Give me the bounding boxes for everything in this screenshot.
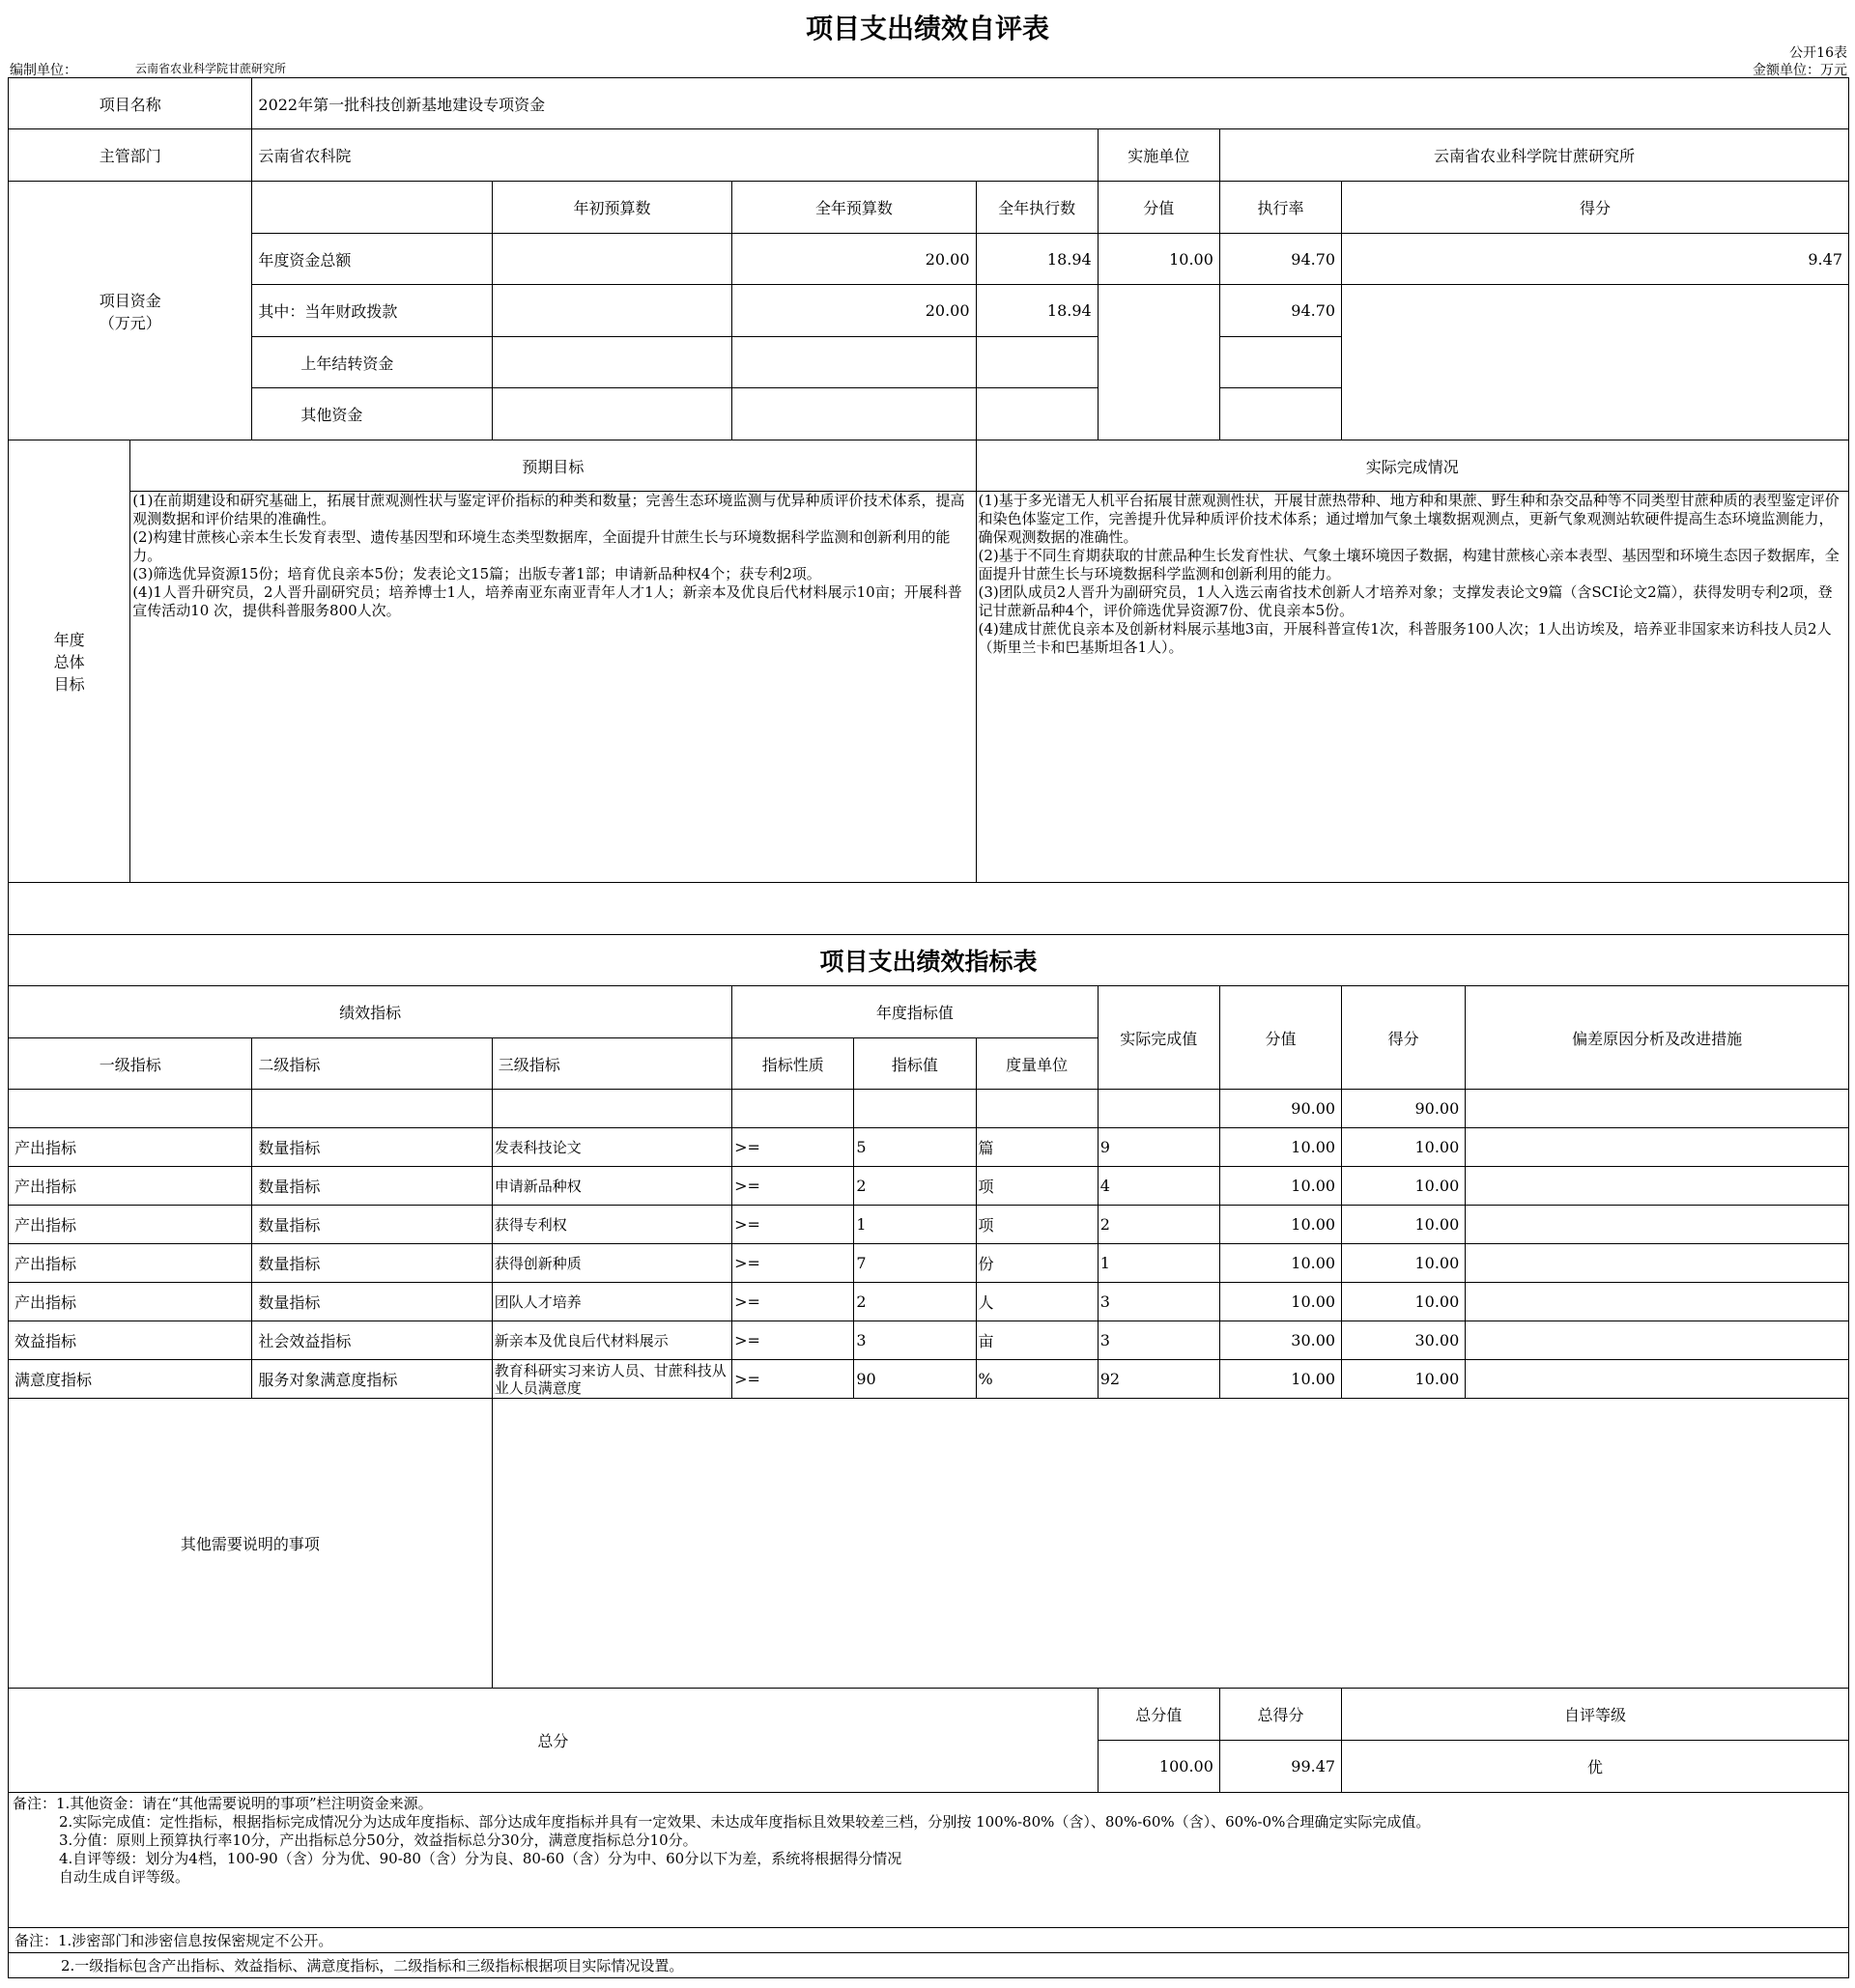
indicator-analysis <box>1466 1283 1849 1321</box>
indicator-level2: 社会效益指标 <box>252 1321 492 1360</box>
dept-value: 云南省农科院 <box>252 129 1098 182</box>
total-score-value-label: 总分值 <box>1098 1689 1219 1741</box>
indicator-score: 10.00 <box>1342 1244 1466 1283</box>
table-number: 公开16表 <box>1789 45 1847 61</box>
level3-header: 三级指标 <box>492 1038 731 1090</box>
unit-label: 编制单位： <box>10 63 77 78</box>
indicator-value: 3 <box>854 1321 976 1360</box>
indicator-level3: 团队人才培养 <box>492 1283 731 1321</box>
indicator-actual: 1 <box>1098 1244 1219 1283</box>
funds-row-name: 其中：当年财政拨款 <box>252 285 492 337</box>
funds-row-initial <box>492 388 731 440</box>
actual-completion-header: 实际完成情况 <box>976 440 1848 492</box>
funds-row-annual <box>732 337 976 388</box>
indicator-nature: >= <box>732 1283 854 1321</box>
indicator-analysis <box>1466 1167 1849 1206</box>
value-header: 指标值 <box>854 1038 976 1090</box>
indicator-score: 10.00 <box>1342 1360 1466 1399</box>
project-name-label: 项目名称 <box>9 78 252 129</box>
score-header: 得分 <box>1342 986 1466 1090</box>
indicator-score: 10.00 <box>1342 1167 1466 1206</box>
indicator-value: 2 <box>854 1283 976 1321</box>
indicator-unit: 亩 <box>976 1321 1098 1360</box>
annual-indicator-header: 年度指标值 <box>732 986 1099 1038</box>
indicator-level3: 获得创新种质 <box>492 1244 731 1283</box>
indicator-row <box>9 1167 1849 1206</box>
expected-goal-header: 预期目标 <box>130 440 976 492</box>
indicator-level3: 教育科研实习来访人员、甘蔗科技从业人员满意度 <box>492 1360 731 1399</box>
unit-header: 度量单位 <box>976 1038 1098 1090</box>
indicator-level1: 产出指标 <box>9 1128 252 1167</box>
indicator-level2: 数量指标 <box>252 1128 492 1167</box>
indicator-unit: 份 <box>976 1244 1098 1283</box>
funds-row-name: 其他资金 <box>252 388 492 440</box>
indicator-row <box>9 1128 1849 1167</box>
indicator-analysis <box>1466 1244 1849 1283</box>
indicator-nature: >= <box>732 1321 854 1360</box>
indicator-nature: >= <box>732 1206 854 1244</box>
self-evaluation-table <box>8 77 1849 1978</box>
analysis-header: 偏差原因分析及改进措施 <box>1466 986 1849 1090</box>
indicator-score-value: 10.00 <box>1219 1244 1341 1283</box>
indicator-value: 5 <box>854 1128 976 1167</box>
funds-row-initial <box>492 234 731 285</box>
indicator-score: 10.00 <box>1342 1128 1466 1167</box>
indicator-level3: 获得专利权 <box>492 1206 731 1244</box>
indicator-level2: 数量指标 <box>252 1244 492 1283</box>
indicator-unit: 人 <box>976 1283 1098 1321</box>
funds-header-rate: 执行率 <box>1219 182 1341 234</box>
indicator-analysis <box>1466 1360 1849 1399</box>
indicator-level3: 发表科技论文 <box>492 1128 731 1167</box>
indicator-score: 10.00 <box>1342 1283 1466 1321</box>
other-notes-value <box>492 1399 1848 1689</box>
total-label: 总分 <box>9 1689 1099 1793</box>
unit-value: 云南省农业科学院甘蔗研究所 <box>135 62 287 75</box>
actual-completion-text: (1)基于多光谱无人机平台拓展甘蔗观测性状，开展甘蔗热带种、地方种和果蔗、野生种和杂交品种等不同类型甘蔗种质的表型鉴定评价和染色体鉴定工作，完善提升优异种质评价技术体系；通过增加气象土壤数据观测点，更新气象观测站软硬件提高生态环境监测能力，确保观测数据的准确性。 (2)基于不同生育期获取的甘蔗品种生长发育性状、气象土壤环境因子数据，构建甘蔗核心亲本表型、基因型和环境生态因子数据库，全面提升甘蔗生长与环境数据科学监测和创新利用的能力。 (3)团队成员2人晋升为副研究员，1人入选云南省技术创新人才培养对象；支撑发表论文9篇（含SCI论文2篇），获得发明专利2项，登记甘蔗新品种4个，评价筛选优异资源7份、优良亲本5份。 (4)建成甘蔗优良亲本及创新材料展示基地3亩，开展科普宣传1次，科普服务100人次；1人出访埃及，培养亚非国家来访科技人员2人（斯里兰卡和巴基斯坦各1人）。 <box>976 492 1848 883</box>
indicator-score-value: 10.00 <box>1219 1206 1341 1244</box>
indicator-row <box>9 1244 1849 1283</box>
impl-label: 实施单位 <box>1098 129 1219 182</box>
subtotal-score: 90.00 <box>1342 1090 1466 1128</box>
funds-row-name: 年度资金总额 <box>252 234 492 285</box>
indicator-level1: 效益指标 <box>9 1321 252 1360</box>
funds-header-score-value: 分值 <box>1098 182 1219 234</box>
remark-line: 4.自评等级：划分为4档，100-90（含）分为优、90-80（含）分为良、80-60（含）分为中、60分以下为差，系统将根据得分情况 <box>59 1850 902 1867</box>
indicator-score-value: 10.00 <box>1219 1128 1341 1167</box>
score-value-header: 分值 <box>1219 986 1341 1090</box>
indicator-unit: % <box>976 1360 1098 1399</box>
indicator-level1: 产出指标 <box>9 1244 252 1283</box>
funds-row-rate: 94.70 <box>1219 234 1341 285</box>
funds-row-rate <box>1219 388 1341 440</box>
funds-row-executed <box>976 388 1098 440</box>
funds-header-executed: 全年执行数 <box>976 182 1098 234</box>
subtotal-score-value: 90.00 <box>1219 1090 1341 1128</box>
grade-label: 自评等级 <box>1342 1689 1849 1741</box>
funds-header-initial: 年初预算数 <box>492 182 731 234</box>
indicator-row <box>9 1360 1849 1399</box>
remark-line: 备注：1.其他资金：请在“其他需要说明的事项”栏注明资金来源。 <box>13 1795 433 1812</box>
indicator-level3: 新亲本及优良后代材料展示 <box>492 1321 731 1360</box>
indicator-score-value: 10.00 <box>1219 1167 1341 1206</box>
funds-row-annual: 20.00 <box>732 285 976 337</box>
indicator-actual: 4 <box>1098 1167 1219 1206</box>
indicator-level1: 满意度指标 <box>9 1360 252 1399</box>
indicator-score-value: 10.00 <box>1219 1283 1341 1321</box>
amount-unit: 金额单位：万元 <box>1753 63 1847 78</box>
goals-label: 年度 总体 目标 <box>9 440 130 883</box>
indicator-actual: 9 <box>1098 1128 1219 1167</box>
actual-value-header: 实际完成值 <box>1098 986 1219 1090</box>
indicator-row <box>9 1321 1849 1360</box>
level2-header: 二级指标 <box>252 1038 492 1090</box>
funds-row-executed: 18.94 <box>976 234 1098 285</box>
indicator-actual: 3 <box>1098 1283 1219 1321</box>
indicator-actual: 3 <box>1098 1321 1219 1360</box>
funds-row-initial <box>492 337 731 388</box>
indicator-level2: 数量指标 <box>252 1206 492 1244</box>
impl-value: 云南省农业科学院甘蔗研究所 <box>1219 129 1848 182</box>
indicator-row <box>9 1206 1849 1244</box>
funds-row-score-value: 10.00 <box>1098 234 1219 285</box>
indicator-level3: 申请新品种权 <box>492 1167 731 1206</box>
remark-line: 自动生成自评等级。 <box>59 1868 190 1886</box>
indicator-nature: >= <box>732 1360 854 1399</box>
remarks-block <box>9 1793 1849 1928</box>
funds-row-rate <box>1219 337 1341 388</box>
project-name-value: 2022年第一批科技创新基地建设专项资金 <box>252 78 1849 129</box>
remark-levels: 2.一级指标包含产出指标、效益指标、满意度指标，二级指标和三级指标根据项目实际情况设置。 <box>9 1953 1849 1978</box>
indicator-value: 1 <box>854 1206 976 1244</box>
total-score: 99.47 <box>1219 1741 1341 1793</box>
indicator-group-header: 绩效指标 <box>9 986 732 1038</box>
indicator-score-value: 30.00 <box>1219 1321 1341 1360</box>
funds-row-executed <box>976 337 1098 388</box>
funds-row-annual <box>732 388 976 440</box>
indicator-actual: 92 <box>1098 1360 1219 1399</box>
indicator-nature: >= <box>732 1167 854 1206</box>
indicator-level2: 服务对象满意度指标 <box>252 1360 492 1399</box>
funds-row-annual: 20.00 <box>732 234 976 285</box>
indicator-nature: >= <box>732 1128 854 1167</box>
indicator-analysis <box>1466 1321 1849 1360</box>
funds-label: 项目资金 （万元） <box>9 182 252 440</box>
funds-row-name: 上年结转资金 <box>252 337 492 388</box>
indicator-level1: 产出指标 <box>9 1283 252 1321</box>
other-notes-label: 其他需要说明的事项 <box>9 1399 493 1689</box>
indicator-level1: 产出指标 <box>9 1206 252 1244</box>
total-score-value: 100.00 <box>1098 1741 1219 1793</box>
grade-value: 优 <box>1342 1741 1849 1793</box>
indicator-score-value: 10.00 <box>1219 1360 1341 1399</box>
indicator-analysis <box>1466 1128 1849 1167</box>
funds-row-initial <box>492 285 731 337</box>
dept-label: 主管部门 <box>9 129 252 182</box>
funds-row-rate: 94.70 <box>1219 285 1341 337</box>
indicator-level2: 数量指标 <box>252 1283 492 1321</box>
level1-header: 一级指标 <box>9 1038 252 1090</box>
total-score-label: 总得分 <box>1219 1689 1341 1741</box>
page-title: 项目支出绩效自评表 <box>805 13 1049 44</box>
funds-header-annual: 全年预算数 <box>732 182 976 234</box>
indicator-unit: 项 <box>976 1167 1098 1206</box>
remark-line: 3.分值：原则上预算执行率10分，产出指标总分50分，效益指标总分30分，满意度指标总分10分。 <box>59 1832 698 1849</box>
spacer-row <box>9 883 1849 935</box>
funds-row-score: 9.47 <box>1342 234 1849 285</box>
indicator-value: 90 <box>854 1360 976 1399</box>
indicator-table-title: 项目支出绩效指标表 <box>9 935 1849 986</box>
indicator-score: 30.00 <box>1342 1321 1466 1360</box>
funds-header-score: 得分 <box>1342 182 1849 234</box>
indicator-value: 7 <box>854 1244 976 1283</box>
indicator-level2: 数量指标 <box>252 1167 492 1206</box>
indicator-analysis <box>1466 1206 1849 1244</box>
indicator-row <box>9 1283 1849 1321</box>
indicator-unit: 篇 <box>976 1128 1098 1167</box>
indicator-score: 10.00 <box>1342 1206 1466 1244</box>
indicator-nature: >= <box>732 1244 854 1283</box>
indicator-value: 2 <box>854 1167 976 1206</box>
nature-header: 指标性质 <box>732 1038 854 1090</box>
remark-line: 2.实际完成值：定性指标，根据指标完成情况分为达成年度指标、部分达成年度指标并具有一定效果、未达成年度指标且效果较差三档，分别按 100%-80%（含）、80%-60%（含）、60%-0%合理确定实际完成值。 <box>59 1813 1431 1831</box>
indicator-actual: 2 <box>1098 1206 1219 1244</box>
funds-row-executed: 18.94 <box>976 285 1098 337</box>
indicator-level1: 产出指标 <box>9 1167 252 1206</box>
expected-goal-text: (1)在前期建设和研究基础上，拓展甘蔗观测性状与鉴定评价指标的种类和数量；完善生态环境监测与优异种质评价技术体系，提高观测数据和评价结果的准确性。 (2)构建甘蔗核心亲本生长发育表型、遗传基因型和环境生态类型数据库，全面提升甘蔗生长与环境数据科学监测和创新利用的能力。 (3)筛选优异资源15份；培育优良亲本5份；发表论文15篇；出版专著1部；申请新品种权4个；获专利2项。 (4)1人晋升研究员，2人晋升副研究员；培养博士1人，培养南亚东南亚青年人才1人；新亲本及优良后代材料展示10亩；开展科普宣传活动10 次，提供科普服务800人次。 <box>130 492 976 883</box>
indicator-unit: 项 <box>976 1206 1098 1244</box>
remark-secret: 备注：1.涉密部门和涉密信息按保密规定不公开。 <box>9 1928 1849 1953</box>
